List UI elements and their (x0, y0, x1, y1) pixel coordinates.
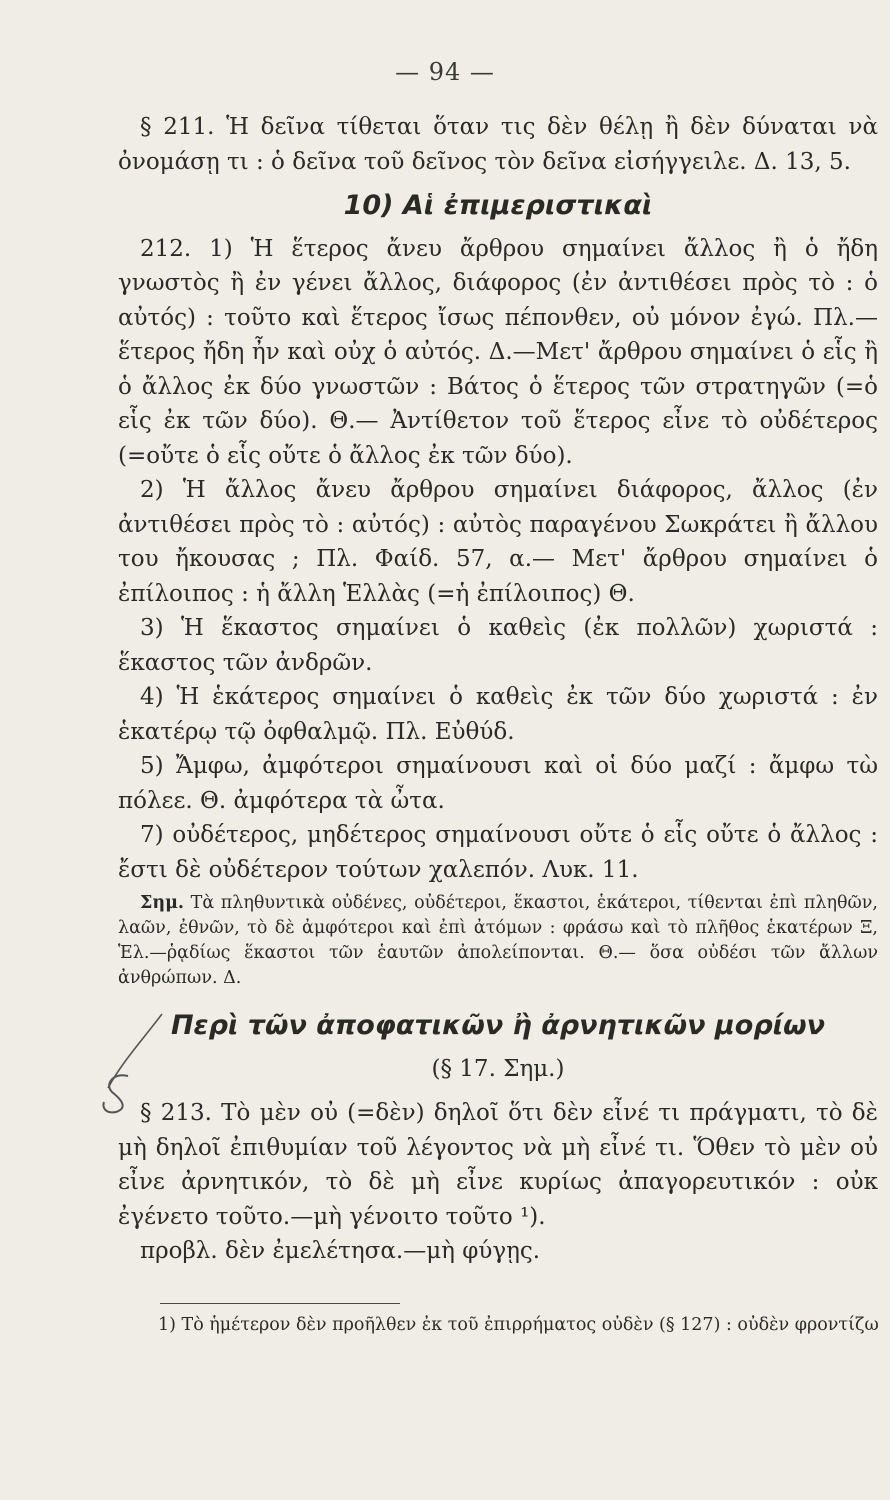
paragraph-212-2: 2) Ἡ ἄλλος ἄνευ ἄρθρου σημαίνει διάφορος, ἄλλος (ἐν ἀντιθέσει πρὸς τὸ : αὐτός) : αὐτὸς παραγένου Σωκράτει ἢ ἄλλου του ἤκουσας ; Πλ. Φαίδ. 57, α.— Μετ' ἄρθρου σημαίνει ὁ ἐπίλοιπος : ἡ ἄλλη Ἑλλὰς (=ἡ ἐπίλοιπος) Θ. (118, 477, 878, 607)
handwritten-margin-mark (92, 1010, 172, 1115)
section-heading-negative-particles: Περὶ τῶν ἀποφατικῶν ἢ ἀρνητικῶν μορίων (170, 1010, 826, 1041)
note-label: Σημ. (140, 893, 184, 913)
section-213: § 213. Τὸ μὲν οὐ (=δὲν) δηλοῖ ὅτι δὲν εἶνέ τι πράγματι, τὸ δὲ μὴ δηλοῖ ἐπιθυμίαν τοῦ λέγοντος νὰ μὴ εἶνέ τι. Ὅθεν τὸ μὲν οὐ εἶνε ἀρνητικόν, τὸ δὲ μὴ εἶνε κυρίως ἀπαγορευτικόν : οὐκ ἐγένετο τοῦτο.—μὴ γένοιτο τοῦτο ¹). (118, 1100, 878, 1230)
main-text (118, 110, 878, 1269)
note (118, 891, 878, 991)
section-heading-reference: (§ 17. Σημ.) (431, 1055, 565, 1082)
paragraph-212-7: 7) οὐδέτερος, μηδέτερος σημαίνουσι οὔτε ὁ εἷς οὔτε ὁ ἄλλος : ἔστι δὲ οὐδέτερον τούτων χαλεπόν. Λυκ. 11. (118, 822, 878, 883)
section-211: § 211. Ἡ δεῖνα τίθεται ὅταν τις δὲν θέλῃ ἢ δὲν δύναται νὰ ὀνομάσῃ τι : ὁ δεῖνα τοῦ δεῖνος τὸν δεῖνα εἰσήγγειλε. Δ. 13, 5. (118, 114, 878, 175)
page-number: — 94 — (395, 58, 495, 86)
paragraph-212-5: 5) Ἄμφω, ἀμφότεροι σημαίνουσι καὶ οἱ δύο μαζί : ἄμφω τὼ πόλεε. Θ. ἀμφότερα τὰ ὦτα. (118, 753, 878, 814)
note-text: Τὰ πληθυντικὰ οὐδένες, οὐδέτεροι, ἕκαστοι, ἑκάτεροι, τίθενται ἐπὶ πληθῶν, λαῶν, ἐθνῶν, τὸ δὲ ἀμφότεροι καὶ ἐπὶ ἀτόμων : φράσω καὶ τὸ πλῆθος ἑκατέρων Ξ, Ἑλ.—ῥᾳδίως ἕκαστοι τῶν ἑαυτῶν ἀπολείπονται. Θ.— ὅσα οὐδέσι τῶν ἄλλων ἀνθρώπων. Δ. (118, 893, 878, 988)
paragraph-212-4: 4) Ἡ ἑκάτερος σημαίνει ὁ καθεὶς ἐκ τῶν δύο χωριστά : ἐν ἑκατέρῳ τῷ ὀφθαλμῷ. Πλ. Εὐθύδ. (118, 684, 878, 745)
paragraph-212-3: 3) Ἡ ἕκαστος σημαίνει ὁ καθεὶς (ἐκ πολλῶν) χωριστά : ἕκαστος τῶν ἀνδρῶν. (118, 615, 878, 676)
section-213-example: προβλ. δὲν ἐμελέτησα.—μὴ φύγῃς. (140, 1238, 541, 1264)
section-heading-distributives: 10) Αἱ ἐπιμεριστικαὶ (343, 190, 653, 221)
paragraph-212-1: 212. 1) Ἡ ἕτερος ἄνευ ἄρθρου σημαίνει ἄλλος ἢ ὁ ἤδη γνωστὸς ἢ ἐν γένει ἄλλος, διάφορος (ἐν ἀντιθέσει πρὸς τὸ : ὁ αὐτός) : τοῦτο καὶ ἕτερος ἴσως πέπονθεν, οὐ μόνον ἐγώ. Πλ.— ἕτερος ἤδη ἦν καὶ οὐχ ὁ αὐτός. Δ.—Μετ' ἄρθρου σημαίνει ὁ εἷς ἢ ὁ ἄλλος ἐκ δύο γνωστῶν : Βάτος ὁ ἕτερος τῶν στρατηγῶν (=ὁ εἷς ἐκ τῶν δύο). Θ.— Ἀντίθετον τοῦ ἕτερος εἶνε τὸ οὐδέτερος (=οὔτε ὁ εἷς οὔτε ὁ ἄλλος ἐκ τῶν δύο). (118, 235, 878, 469)
footnote (118, 1311, 888, 1340)
footnote-rule (160, 1303, 400, 1304)
footnote-1: 1) Τὸ ἡμέτερον δὲν προῆλθεν ἐκ τοῦ ἐπιρρήματος οὐδὲν (§ 127) : οὐδὲν φροντίζω (158, 1315, 879, 1335)
